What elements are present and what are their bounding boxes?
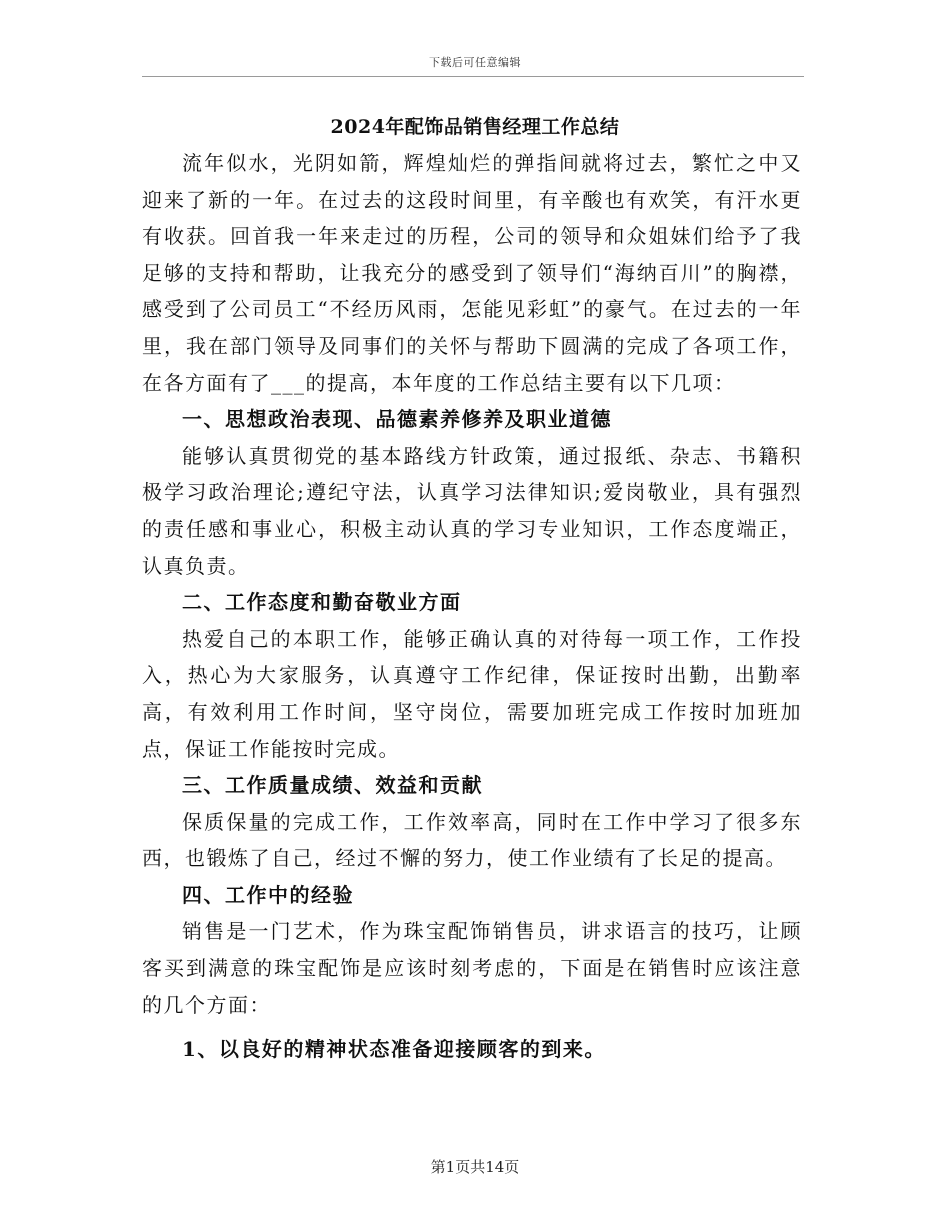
- subheading-1: 1、以良好的精神状态准备迎接顾客的到来。: [182, 1037, 606, 1062]
- section-heading-3: 三、工作质量成绩、效益和贡献: [182, 773, 483, 798]
- section-body-3: 保质保量的完成工作，工作效率高，同时在工作中学习了很多东西，也锻炼了自己，经过不懈的努力，使工作业绩有了长足的提高。: [142, 809, 802, 871]
- section-heading-1: 一、思想政治表现、品德素养修养及职业道德: [182, 407, 612, 432]
- header-note: 下载后可任意编辑: [429, 56, 521, 69]
- section-heading-2: 二、工作态度和勤奋敬业方面: [182, 590, 462, 615]
- document-body: [142, 145, 802, 1068]
- section-body-2: 热爱自己的本职工作，能够正确认真的对待每一项工作，工作投入，热心为大家服务，认真遵守工作纪律，保证按时出勤，出勤率高，有效利用工作时间，坚守岗位，需要加班完成工作按时加班加点，保证工作能按时完成。: [142, 626, 802, 761]
- section-body-1: 能够认真贯彻党的基本路线方针政策，通过报纸、杂志、书籍积极学习政治理论;遵纪守法，认真学习法律知识;爱岗敬业，具有强烈的责任感和事业心，积极主动认真的学习专业知识，工作态度端正，认真负责。: [142, 443, 802, 578]
- document-title: 2024年配饰品销售经理工作总结: [330, 116, 620, 138]
- section-heading-4: 四、工作中的经验: [182, 882, 354, 907]
- header-divider: [142, 76, 804, 77]
- intro-paragraph: 流年似水，光阴如箭，辉煌灿烂的弹指间就将过去，繁忙之中又迎来了新的一年。在过去的这段时间里，有辛酸也有欢笑，有汗水更有收获。回首我一年来走过的历程，公司的领导和众姐妹们给予了我足够的支持和帮助，让我充分的感受到了领导们“海纳百川”的胸襟，感受到了公司员工“不经历风雨，怎能见彩虹”的豪气。在过去的一年里，我在部门领导及同事们的关怀与帮助下圆满的完成了各项工作，在各方面有了___的提高，本年度的工作总结主要有以下几项：: [142, 151, 802, 395]
- page-number: 第1页共14页: [430, 1158, 520, 1176]
- section-body-4: 销售是一门艺术，作为珠宝配饰销售员，讲求语言的技巧，让顾客买到满意的珠宝配饰是应该时刻考虑的，下面是在销售时应该注意的几个方面：: [142, 919, 802, 1017]
